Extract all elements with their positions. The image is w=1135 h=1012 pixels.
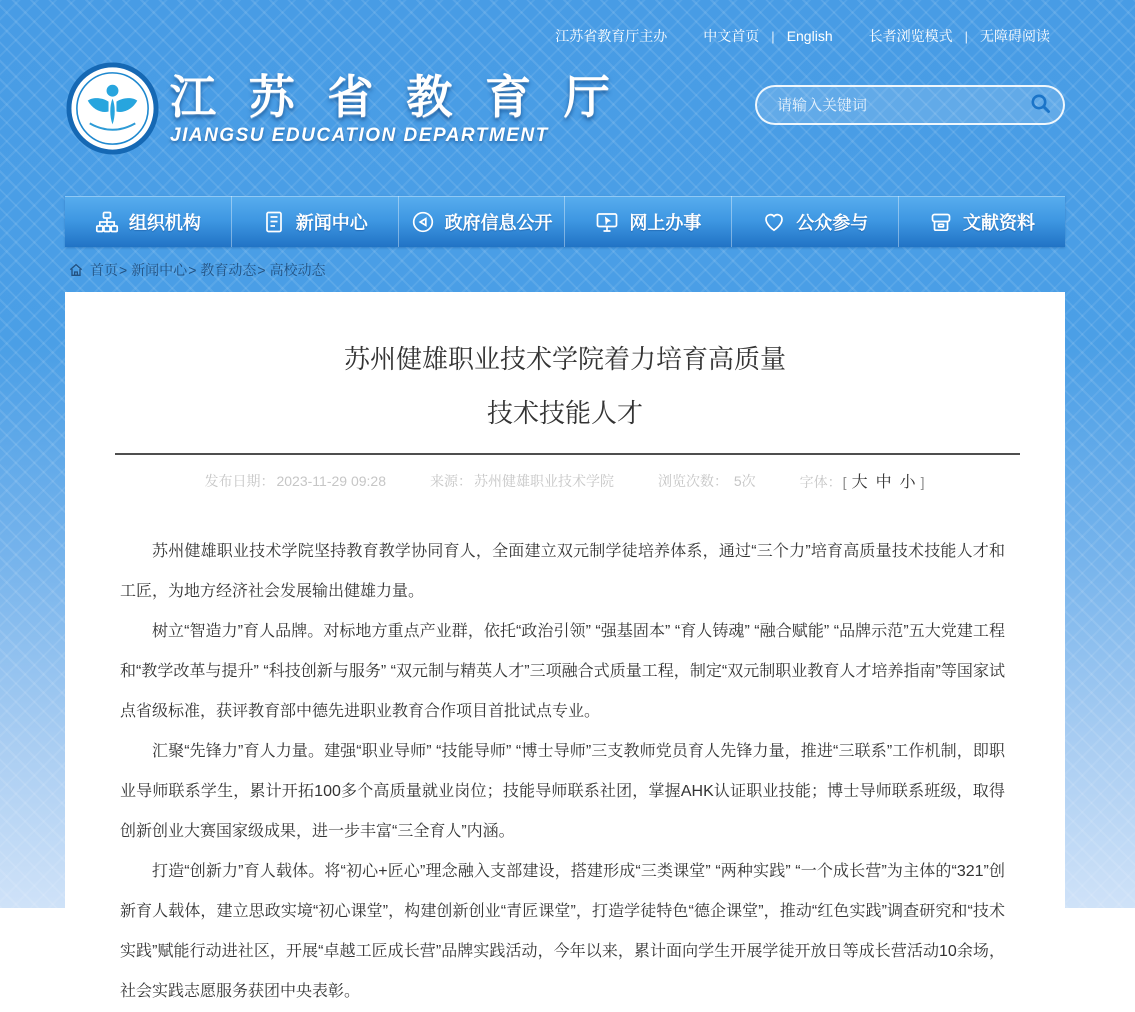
nav-item-label: 新闻中心 bbox=[295, 212, 368, 233]
font-size-widget: 字体：[ 大 中 小 ] bbox=[799, 474, 925, 491]
nav-item-label: 公众参与 bbox=[796, 212, 869, 233]
top-bar-link-group bbox=[703, 26, 832, 46]
nav-item-新闻中心[interactable] bbox=[232, 196, 399, 247]
nav-item-组织机构[interactable] bbox=[65, 196, 232, 247]
top-bar-separator: | bbox=[964, 28, 968, 44]
article-title-line2: 技术技能人才 bbox=[486, 398, 643, 428]
font-size-option-中[interactable]: 中 bbox=[875, 474, 892, 491]
breadcrumb-item[interactable]: 高校动态 bbox=[269, 262, 326, 278]
font-size-option-大[interactable]: 大 bbox=[851, 474, 868, 491]
view-count: 浏览次数： 5次 bbox=[657, 472, 756, 489]
article-paragraph: 汇聚“先锋力”育人力量。建强“职业导师” “技能导师” “博士导师”三支教师党员育人先锋力量，推进“三联系”工作机制，即职业导师联系学生，累计开拓100多个高质量就业岗位；技能导师联系社团，掌握AHK认证职业技能；博士导师联系班级，取得创新创业大赛国家级成果，进一步丰富“三全育人”内涵。 bbox=[120, 743, 1005, 840]
breadcrumb-item[interactable]: 首页 bbox=[90, 262, 118, 278]
nav-item-公众参与[interactable] bbox=[732, 196, 899, 247]
org-chart-icon bbox=[95, 210, 119, 234]
news-icon bbox=[262, 210, 286, 234]
search-box bbox=[755, 85, 1065, 125]
breadcrumb-separator: > bbox=[257, 262, 266, 278]
home-icon bbox=[68, 262, 84, 278]
nav-item-网上办事[interactable] bbox=[565, 196, 732, 247]
article-source: 来源： 苏州健雄职业技术学院 bbox=[429, 472, 614, 489]
top-bar-link[interactable]: English bbox=[786, 28, 833, 44]
nav-item-政府信息公开[interactable] bbox=[399, 196, 566, 247]
heart-icon bbox=[762, 210, 786, 234]
title-divider bbox=[115, 453, 1020, 455]
nav-item-label: 政府信息公开 bbox=[444, 212, 553, 233]
article-paragraph: 树立“智造力”育人品牌。对标地方重点产业群，依托“政治引领” “强基固本” “育人铸魂” “融合赋能” “品牌示范”五大党建工程和“教学改革与提升” “科技创新与服务” “双元制与精英人才”三项融合式质量工程，制定“双元制职业教育人才培养指南”等国家试点省级标准，获评教育部中德先进职业教育合作项目首批试点专业。 bbox=[120, 623, 1005, 720]
font-size-option-小[interactable]: 小 bbox=[899, 474, 916, 491]
nav-item-label: 网上办事 bbox=[629, 212, 702, 233]
breadcrumb-item[interactable]: 新闻中心 bbox=[131, 262, 188, 278]
archive-icon bbox=[929, 210, 953, 234]
top-bar-link-group bbox=[869, 26, 1050, 46]
nav-item-label: 组织机构 bbox=[128, 212, 201, 233]
info-circle-icon bbox=[411, 210, 435, 234]
site-logo[interactable] bbox=[65, 61, 620, 156]
publish-date: 发布日期： 2023-11-29 09:28 bbox=[204, 472, 386, 489]
top-bar-separator: | bbox=[771, 28, 775, 44]
search-input[interactable] bbox=[757, 97, 1019, 114]
search-button[interactable] bbox=[1019, 87, 1063, 123]
article-title-line1: 苏州健雄职业技术学院着力培育高质量 bbox=[343, 344, 786, 374]
search-icon bbox=[1029, 92, 1053, 119]
top-bar-link[interactable]: 长者浏览模式 bbox=[868, 28, 953, 44]
top-bar-link[interactable]: 无障碍阅读 bbox=[980, 28, 1050, 44]
top-bar-link-group bbox=[555, 26, 667, 46]
article-paragraph: 打造“创新力”育人载体。将“初心+匠心”理念融入支部建设，搭建形成“三类课堂” “两种实践” “一个成长营”为主体的“321”创新育人载体，建立思政实境“初心课堂”，构建创新创业“青匠课堂”，打造学徒特色“德企课堂”，推动“红色实践”调查研究和“技术实践”赋能行动进社区，开展“卓越工匠成长营”品牌实践活动，今年以来，累计面向学生开展学徒开放日等成长营活动10余场，社会实践志愿服务获团中央表彰。 bbox=[120, 863, 1005, 1000]
site-subtitle: JIANGSU EDUCATION DEPARTMENT bbox=[170, 125, 549, 146]
article-meta bbox=[65, 469, 1065, 492]
article-card bbox=[65, 292, 1065, 1000]
article-paragraph: 苏州健雄职业技术学院坚持教育教学协同育人，全面建立双元制学徒培养体系，通过“三个力”培育高质量技术技能人才和工匠，为地方经济社会发展输出健雄力量。 bbox=[120, 543, 1005, 600]
main-nav bbox=[65, 196, 1065, 247]
top-bar-link[interactable]: 中文首页 bbox=[703, 28, 760, 44]
monitor-icon bbox=[595, 210, 619, 234]
site-title: 江 苏 省 教 育 厅 bbox=[170, 71, 620, 123]
breadcrumb-separator: > bbox=[119, 262, 128, 278]
article-title bbox=[105, 332, 1025, 440]
breadcrumb bbox=[68, 260, 326, 280]
education-emblem-logo bbox=[65, 61, 160, 156]
nav-item-文献资料[interactable] bbox=[899, 196, 1065, 247]
breadcrumb-separator: > bbox=[188, 262, 197, 278]
top-bar-link[interactable]: 江苏省教育厅主办 bbox=[555, 28, 668, 44]
article-body bbox=[120, 532, 1005, 1012]
top-utility-bar bbox=[555, 26, 1050, 46]
nav-item-label: 文献资料 bbox=[963, 212, 1036, 233]
breadcrumb-item[interactable]: 教育动态 bbox=[200, 262, 257, 278]
